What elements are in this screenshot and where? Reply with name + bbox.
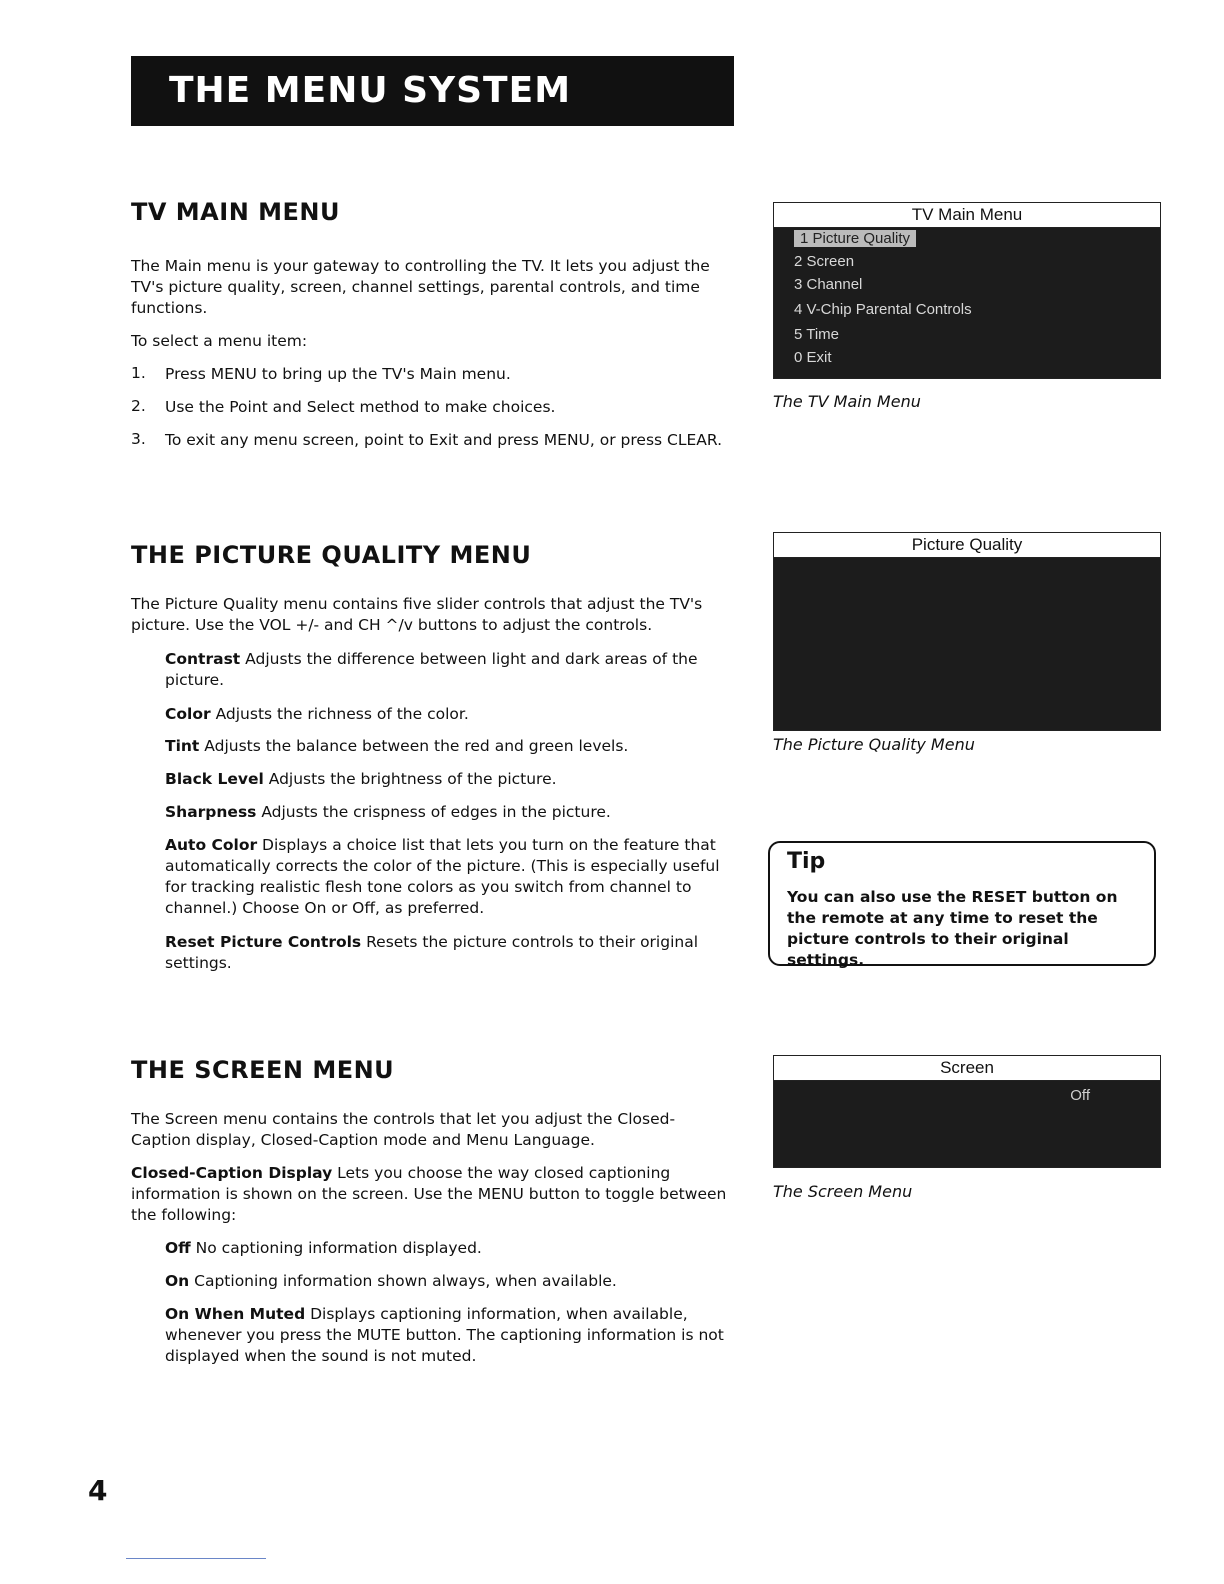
step-number: 2. [131, 397, 146, 415]
picture-heading: THE PICTURE QUALITY MENU [131, 541, 532, 569]
caption-option [165, 1238, 740, 1259]
picture-item [165, 769, 740, 790]
item-desc: Displays captioning information, when available, whenever you press the MUTE button. The captioning information is not displayed when the sound is not muted. [165, 1305, 724, 1365]
picture-item [165, 704, 740, 725]
tv-main-intro: The Main menu is your gateway to controlling the TV. It lets you adjust the TV's picture quality, screen, channel settings, parental controls, and time functions. [131, 257, 710, 317]
tip-title: Tip [787, 849, 826, 874]
closed-caption-para [131, 1163, 731, 1226]
footer-rule [126, 1558, 266, 1559]
picture-intro: The Picture Quality menu contains five slider controls that adjust the TV's picture. Use the VOL +/- and CH ^/v buttons to adjust the controls. [131, 595, 703, 634]
picture-item [165, 802, 740, 823]
item-desc: Displays a choice list that lets you turn on the feature that automatically corrects the color of the picture. (This is especially useful for tracking realistic flesh tone colors as you switch from channel to channel.) Choose On or Off, as preferred. [165, 836, 720, 917]
step-number: 1. [131, 364, 146, 382]
item-term: Sharpness [165, 803, 257, 821]
step-number: 3. [131, 430, 146, 448]
menu-item: 5 Time [794, 326, 840, 343]
page-number: 4 [88, 1474, 108, 1507]
item-term: Contrast [165, 650, 241, 668]
picture-item [165, 835, 740, 919]
menu-item: 0 Exit [794, 349, 832, 366]
screen-title: Picture Quality [774, 533, 1160, 558]
item-desc: No captioning information displayed. [190, 1239, 482, 1257]
tip-body: You can also use the RESET button on the remote at any time to reset the picture controls to their original settings. [787, 888, 1118, 969]
item-term: Closed-Caption Display [131, 1164, 333, 1182]
item-desc: Adjusts the richness of the color. [210, 705, 469, 723]
page-banner: THE MENU SYSTEM [131, 56, 734, 126]
item-term: Black Level [165, 770, 264, 788]
screen-intro: The Screen menu contains the controls that let you adjust the Closed-Caption display, Closed-Caption mode and Menu Language. [131, 1110, 676, 1149]
screen-heading: THE SCREEN MENU [131, 1056, 395, 1084]
menu-body [774, 228, 1160, 378]
step-text: Press MENU to bring up the TV's Main menu. [165, 365, 511, 383]
tv-main-caption: The TV Main Menu [773, 392, 921, 411]
menu-item: 3 Channel [794, 276, 863, 293]
item-term: On When Muted [165, 1305, 306, 1323]
item-term: Color [165, 705, 211, 723]
menu-body [774, 558, 1160, 730]
item-term: Reset Picture Controls [165, 933, 362, 951]
step-text: Use the Point and Select method to make choices. [165, 398, 556, 416]
picture-item [165, 736, 740, 757]
picture-item [165, 932, 740, 974]
item-term: Tint [165, 737, 200, 755]
item-term: Auto Color [165, 836, 258, 854]
tip-box [768, 841, 1156, 969]
picture-caption: The Picture Quality Menu [773, 735, 975, 754]
item-term: On [165, 1272, 190, 1290]
screen-caption: The Screen Menu [773, 1182, 913, 1201]
menu-item: 1 Picture Quality [794, 230, 916, 247]
item-desc: Lets you choose the way closed captioning information is shown on the screen. Use the MENU button to toggle between the following: [131, 1164, 727, 1224]
setting-value: Off [1070, 1087, 1090, 1104]
step-text: To exit any menu screen, point to Exit and press MENU, or press CLEAR. [165, 431, 723, 449]
tv-main-heading: TV MAIN MENU [131, 198, 340, 226]
picture-item [165, 649, 740, 691]
item-desc: Captioning information shown always, when available. [189, 1272, 617, 1290]
item-desc: Adjusts the balance between the red and green levels. [199, 737, 629, 755]
tv-main-menu-screen [773, 202, 1161, 379]
menu-item: 4 V-Chip Parental Controls [794, 301, 972, 318]
menu-item: 2 Screen [794, 253, 855, 270]
item-desc: Adjusts the brightness of the picture. [263, 770, 557, 788]
select-instruction: To select a menu item: [131, 332, 308, 350]
caption-option [165, 1304, 740, 1367]
screen-menu-screen [773, 1055, 1161, 1168]
picture-quality-screen [773, 532, 1161, 731]
item-desc: Adjusts the difference between light and dark areas of the picture. [165, 650, 698, 689]
menu-body [774, 1081, 1160, 1167]
item-term: Off [165, 1239, 191, 1257]
caption-option [165, 1271, 740, 1292]
screen-title: TV Main Menu [774, 203, 1160, 228]
screen-title: Screen [774, 1056, 1160, 1081]
item-desc: Adjusts the crispness of edges in the picture. [256, 803, 611, 821]
item-desc: Resets the picture controls to their original settings. [165, 933, 699, 972]
